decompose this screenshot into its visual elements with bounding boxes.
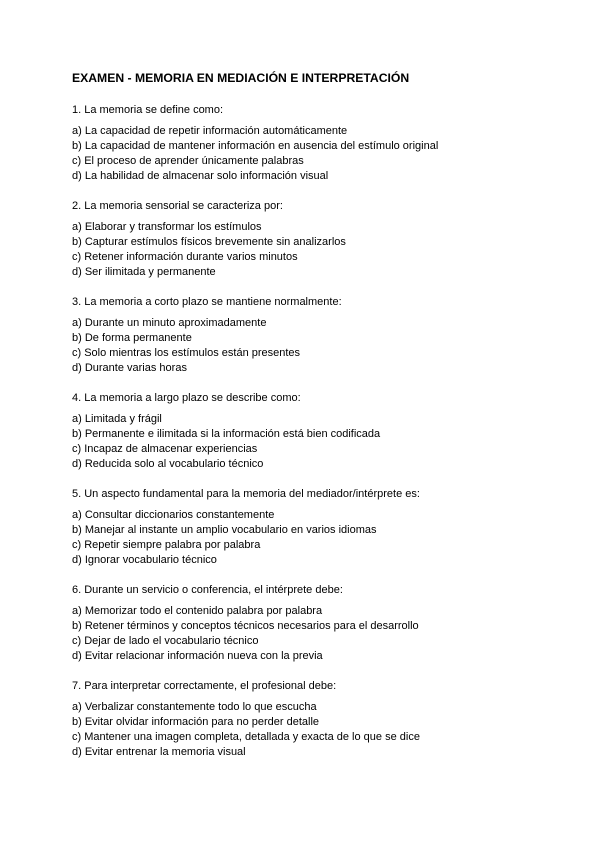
question-text: 2. La memoria sensorial se caracteriza por: (72, 200, 283, 212)
option-c: c) Dejar de lado el vocabulario técnico (72, 635, 259, 647)
question-1 (72, 103, 572, 184)
option-c: c) Repetir siempre palabra por palabra (72, 539, 261, 551)
option-a: a) Verbalizar constantemente todo lo que escucha (72, 701, 317, 713)
option-b: b) Retener términos y conceptos técnicos necesarios para el desarrollo (72, 620, 419, 632)
question-3 (72, 295, 572, 376)
option-list (72, 124, 572, 184)
option-d: d) Reducida solo al vocabulario técnico (72, 458, 264, 470)
option-list (72, 604, 572, 664)
option-a: a) Durante un minuto aproximadamente (72, 317, 267, 329)
option-list (72, 220, 572, 280)
option-list (72, 316, 572, 376)
option-a: a) Limitada y frágil (72, 413, 162, 425)
document-title: EXAMEN - MEMORIA EN MEDIACIÓN E INTERPRETACIÓN (72, 71, 410, 85)
option-a: a) Memorizar todo el contenido palabra por palabra (72, 605, 323, 617)
option-c: c) Retener información durante varios minutos (72, 251, 298, 263)
question-text: 1. La memoria se define como: (72, 104, 224, 116)
question-2 (72, 199, 572, 280)
option-a: a) Elaborar y transformar los estímulos (72, 221, 262, 233)
option-a: a) Consultar diccionarios constantemente (72, 509, 275, 521)
option-a: a) La capacidad de repetir información automáticamente (72, 125, 348, 137)
option-b: b) Evitar olvidar información para no perder detalle (72, 716, 320, 728)
option-b: b) Capturar estímulos físicos brevemente sin analizarlos (72, 236, 346, 248)
option-b: b) De forma permanente (72, 332, 192, 344)
option-list (72, 412, 572, 472)
option-d: d) Ignorar vocabulario técnico (72, 554, 217, 566)
option-d: d) La habilidad de almacenar solo información visual (72, 170, 329, 182)
option-d: d) Evitar entrenar la memoria visual (72, 746, 246, 758)
option-d: d) Durante varias horas (72, 362, 187, 374)
question-6 (72, 583, 572, 664)
option-c: c) Solo mientras los estímulos están presentes (72, 347, 301, 359)
document-page (72, 70, 572, 775)
option-d: d) Ser ilimitada y permanente (72, 266, 216, 278)
question-4 (72, 391, 572, 472)
question-text: 6. Durante un servicio o conferencia, el intérprete debe: (72, 584, 343, 596)
question-text: 7. Para interpretar correctamente, el profesional debe: (72, 680, 337, 692)
option-d: d) Evitar relacionar información nueva con la previa (72, 650, 323, 662)
option-list (72, 700, 572, 760)
option-c: c) Mantener una imagen completa, detallada y exacta de lo que se dice (72, 731, 420, 743)
option-b: b) Manejar al instante un amplio vocabulario en varios idiomas (72, 524, 377, 536)
question-text: 3. La memoria a corto plazo se mantiene normalmente: (72, 296, 342, 308)
question-text: 4. La memoria a largo plazo se describe como: (72, 392, 301, 404)
option-b: b) La capacidad de mantener información en ausencia del estímulo original (72, 140, 439, 152)
option-c: c) Incapaz de almacenar experiencias (72, 443, 258, 455)
option-b: b) Permanente e ilimitada si la información está bien codificada (72, 428, 381, 440)
option-list (72, 508, 572, 568)
option-c: c) El proceso de aprender únicamente palabras (72, 155, 304, 167)
question-5 (72, 487, 572, 568)
question-7 (72, 679, 572, 760)
question-text: 5. Un aspecto fundamental para la memoria del mediador/intérprete es: (72, 488, 420, 500)
